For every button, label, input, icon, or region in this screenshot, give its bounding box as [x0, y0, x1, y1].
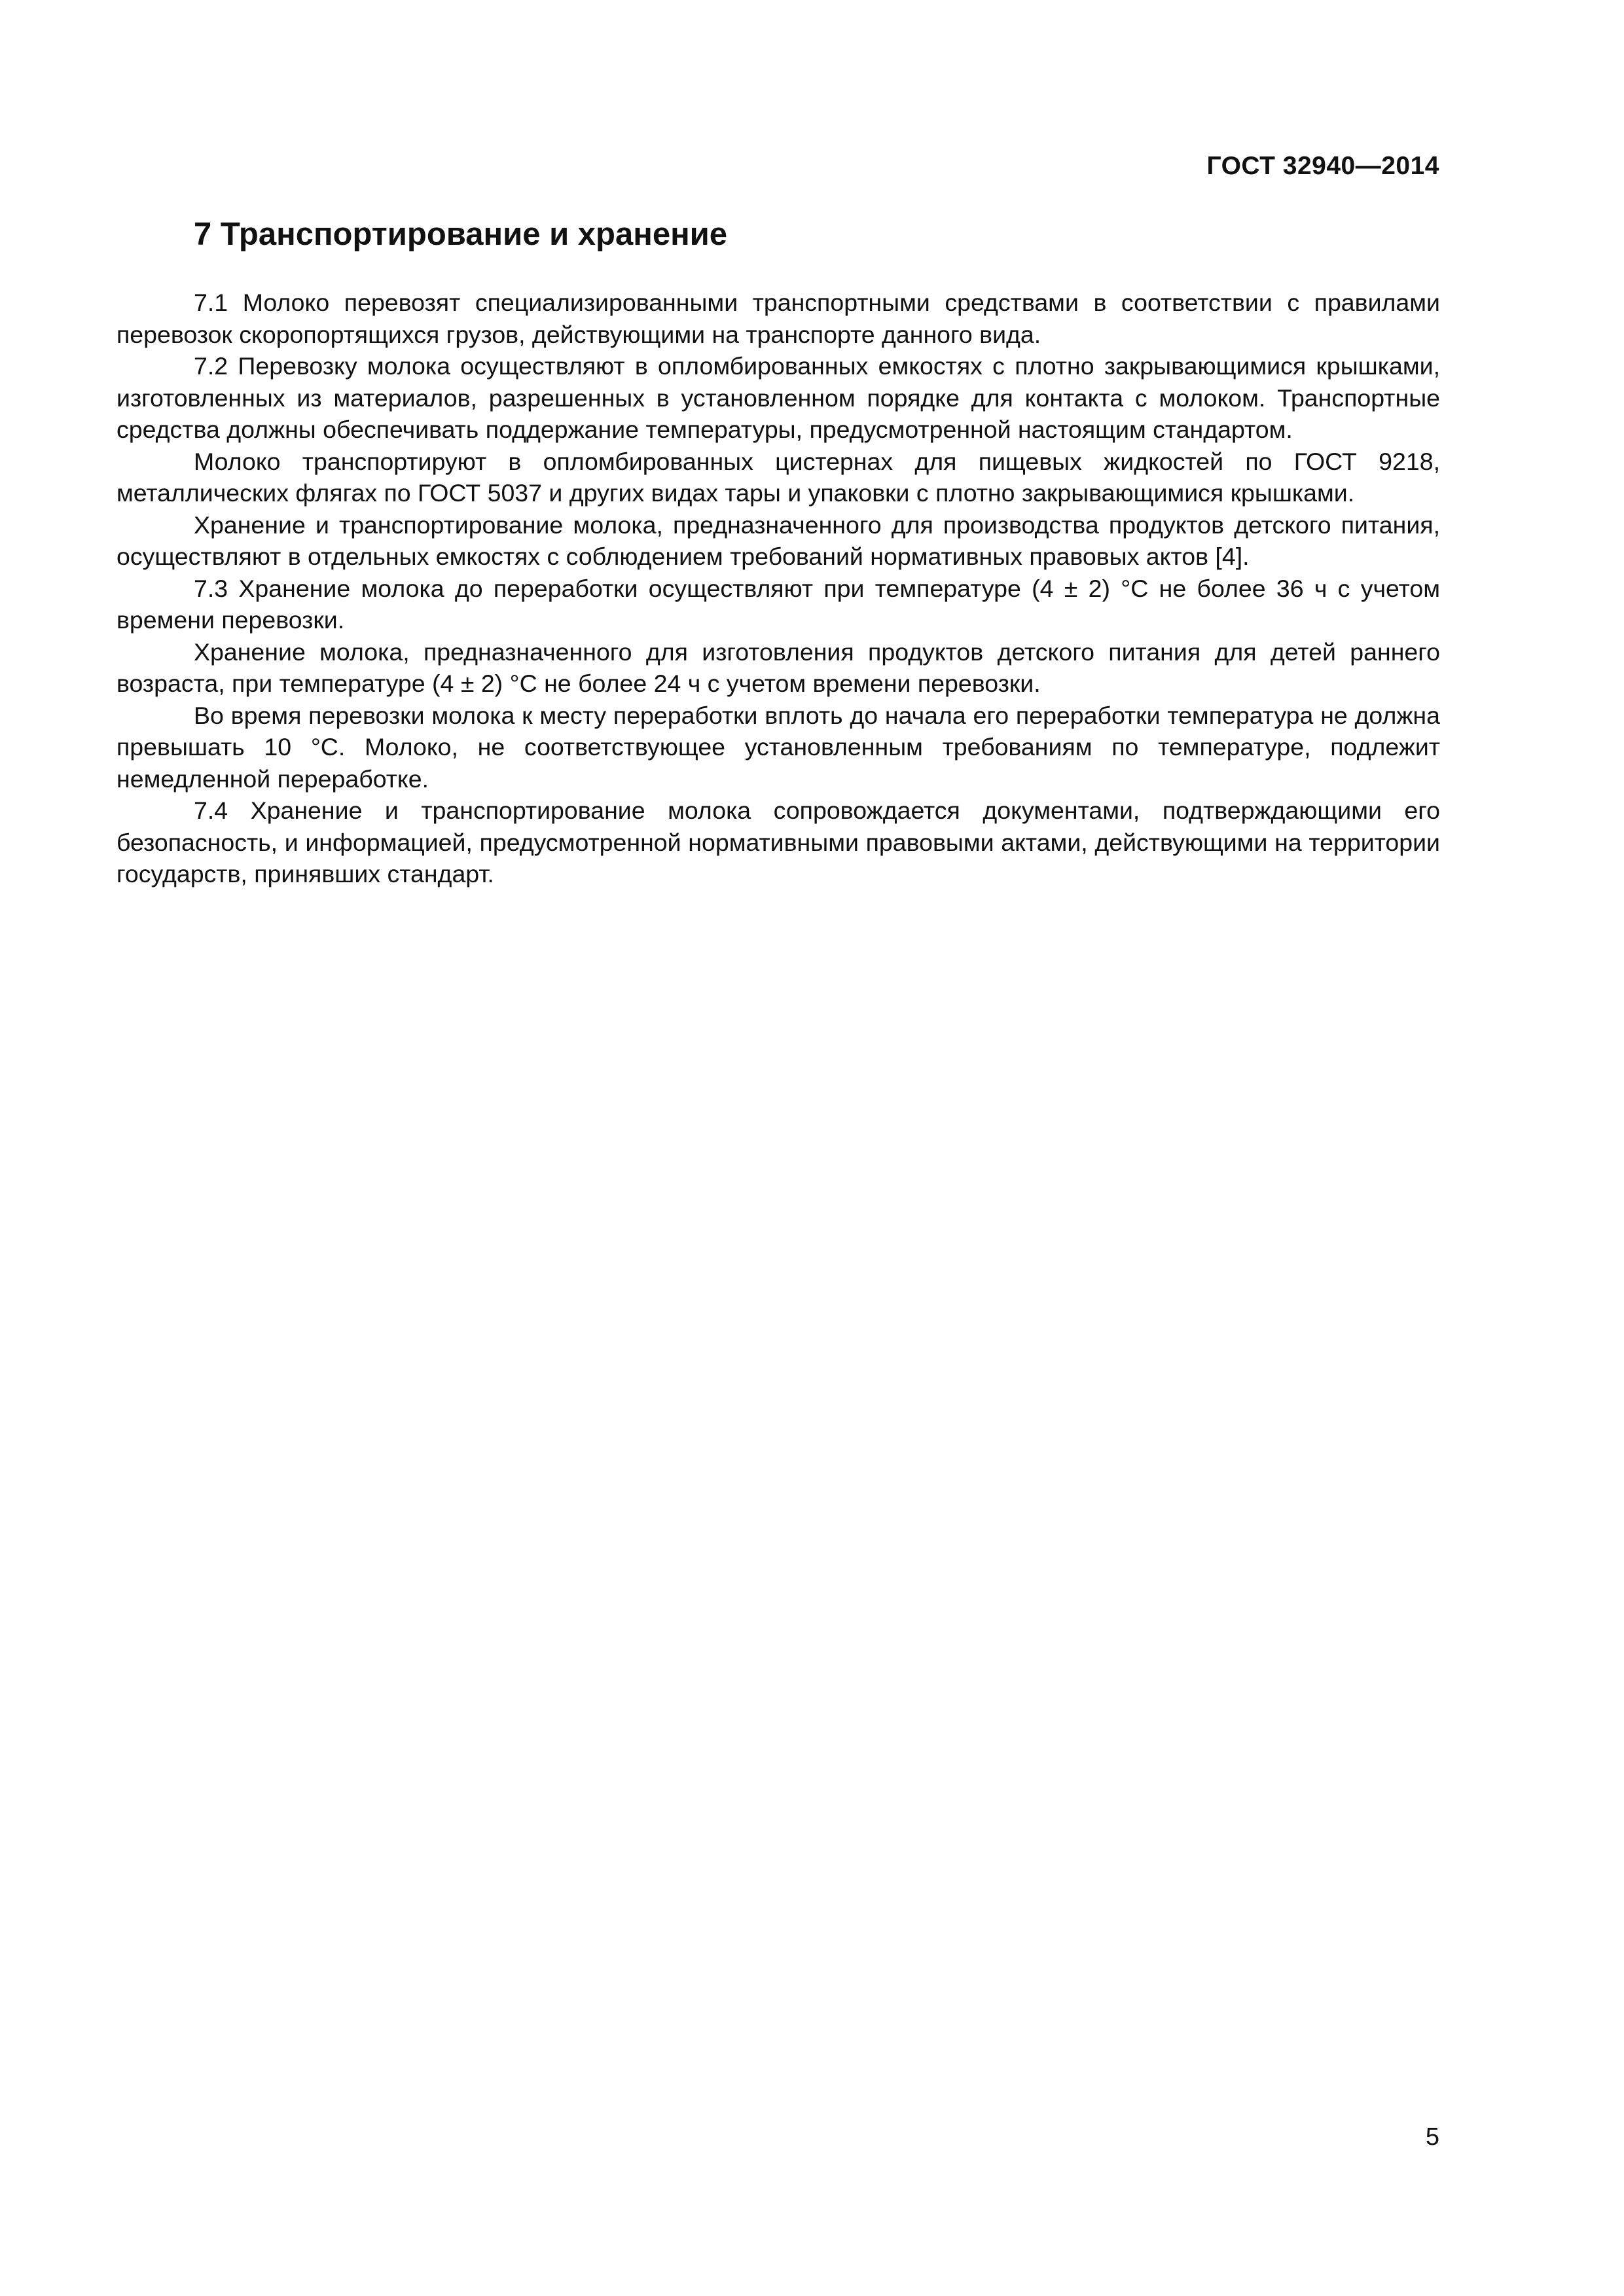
page-number: 5 — [1425, 2123, 1439, 2151]
paragraph-7-1: 7.1 Молоко перевозят специализированными транспортными средствами в соответствии с правилами перевозок скоропортящихся грузов, действующими на транспорте данного вида. — [117, 289, 1440, 348]
paragraph-7-4: 7.4 Хранение и транспортирование молока сопровождается документами, подтверждающими его безопасность, и информацией, предусмотренной нормативными правовыми актами, действующими на территории государств, принявших стандарт. — [117, 797, 1440, 888]
paragraph-7-3: 7.3 Хранение молока до переработки осуществляют при температуре (4 ± 2) °С не более 36 ч с учетом времени перевозки. — [117, 574, 1440, 634]
paragraph-baby-food-storage: Хранение и транспортирование молока, предназначенного для производства продуктов детского питания, осуществляют в отдельных емкостях с соблюдением требований нормативных правовых актов [4]. — [117, 511, 1440, 570]
paragraph-transport-containers: Молоко транспортируют в опломбированных цистернах для пищевых жидкостей по ГОСТ 9218, металлических флягах по ГОСТ 5037 и других видах тары и упаковки с плотно закрывающимися крышками. — [117, 447, 1440, 507]
document-code-header: ГОСТ 32940—2014 — [1206, 152, 1439, 180]
section-heading: 7 Транспортирование и хранение — [194, 217, 728, 252]
paragraph-early-age-storage: Хранение молока, предназначенного для изготовления продуктов детского питания для детей раннего возраста, при температуре (4 ± 2) °С не более 24 ч с учетом времени перевозки. — [117, 637, 1440, 697]
paragraph-7-2: 7.2 Перевозку молока осуществляют в опломбированных емкостях с плотно закрывающимися крышками, изготовленных из материалов, разрешенных в установленном порядке для контакта с молоком. Транспортные средства должны обеспечивать поддержание температуры, предусмотренной настоящим стандартом. — [117, 352, 1440, 443]
paragraph-transport-temperature: Во время перевозки молока к месту переработки вплоть до начала его переработки температура не должна превышать 10 °С. Молоко, не соответствующее установленным требованиям по температуре, подлежит немедленной переработке. — [117, 701, 1440, 793]
section-body — [117, 287, 1440, 890]
